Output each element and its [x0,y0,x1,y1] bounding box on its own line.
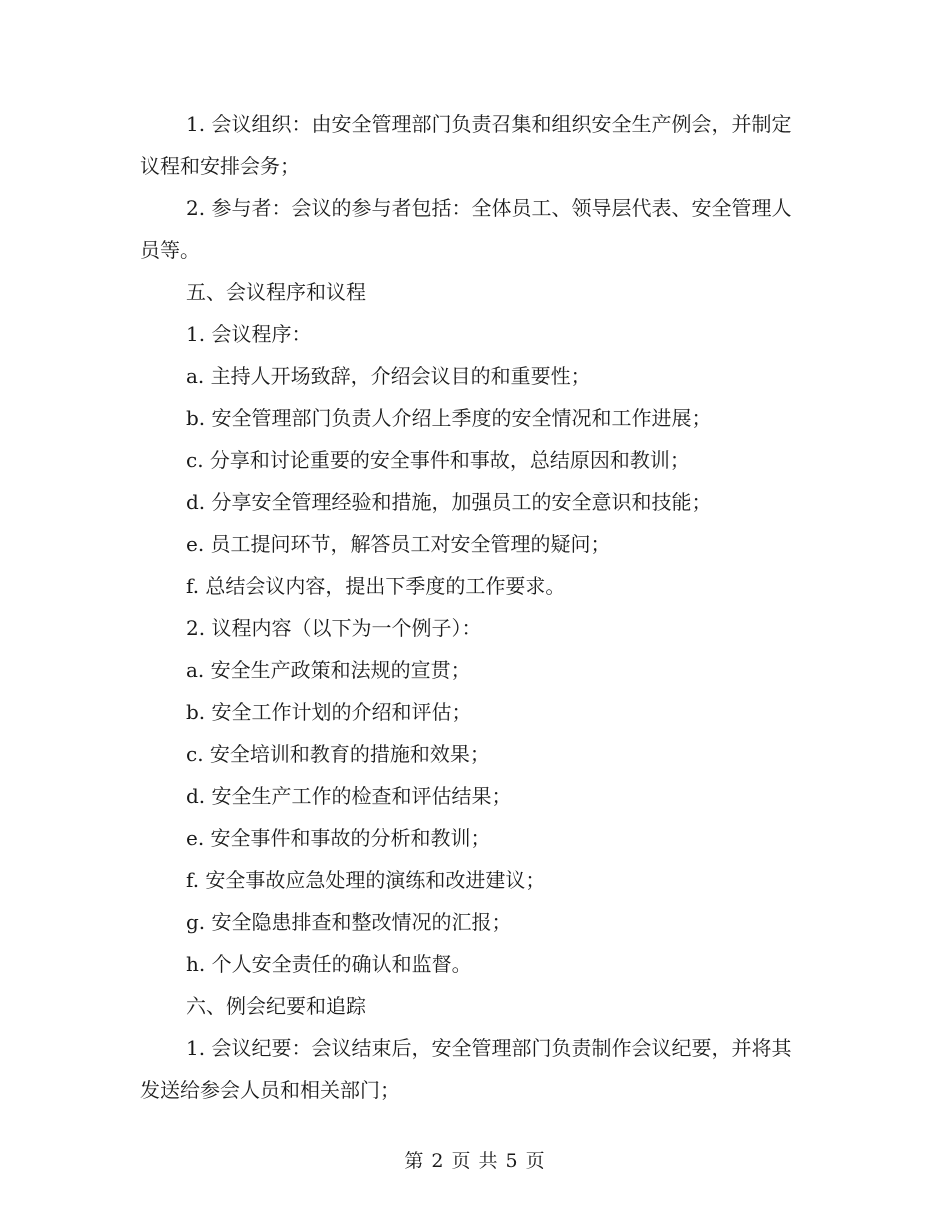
list-item: e. 安全事件和事故的分析和教训； [186,826,491,850]
subheading-agenda-content: 2. 议程内容（以下为一个例子）： [186,616,482,640]
paragraph-participants: 2. 参与者：会议的参与者包括：全体员工、领导层代表、安全管理人员等。 [140,196,792,262]
list-item: f. 安全事故应急处理的演练和改进建议； [186,868,546,892]
list-item: g. 安全隐患排查和整改情况的汇报； [186,910,512,934]
list-item: b. 安全工作计划的介绍和评估； [186,700,472,724]
list-item: a. 主持人开场致辞，介绍会议目的和重要性； [186,364,591,388]
paragraph-meeting-organization: 1. 会议组织：由安全管理部门负责召集和组织安全生产例会，并制定议程和安排会务； [140,112,792,178]
paragraph-meeting-minutes: 1. 会议纪要：会议结束后，安全管理部门负责制作会议纪要，并将其发送给参会人员和相关部门； [140,1036,792,1102]
list-item: b. 安全管理部门负责人介绍上季度的安全情况和工作进展； [186,406,712,430]
document-body [140,103,810,1111]
page-number-label: 第 2 页 共 5 页 [404,1150,546,1172]
list-item: c. 分享和讨论重要的安全事件和事故，总结原因和教训； [186,448,690,472]
list-item: a. 安全生产政策和法规的宣贯； [186,658,471,682]
section-heading-procedure: 五、会议程序和议程 [186,280,366,304]
section-heading-minutes: 六、例会纪要和追踪 [186,994,366,1018]
list-item: d. 分享安全管理经验和措施，加强员工的安全意识和技能； [186,490,712,514]
list-item: f. 总结会议内容，提出下季度的工作要求。 [186,574,566,598]
list-item: h. 个人安全责任的确认和监督。 [186,952,472,976]
page-footer [0,1146,950,1176]
list-item: c. 安全培训和教育的措施和效果； [186,742,490,766]
subheading-meeting-procedure: 1. 会议程序： [186,322,312,346]
list-item: d. 安全生产工作的检查和评估结果； [186,784,512,808]
list-item: e. 员工提问环节，解答员工对安全管理的疑问； [186,532,611,556]
